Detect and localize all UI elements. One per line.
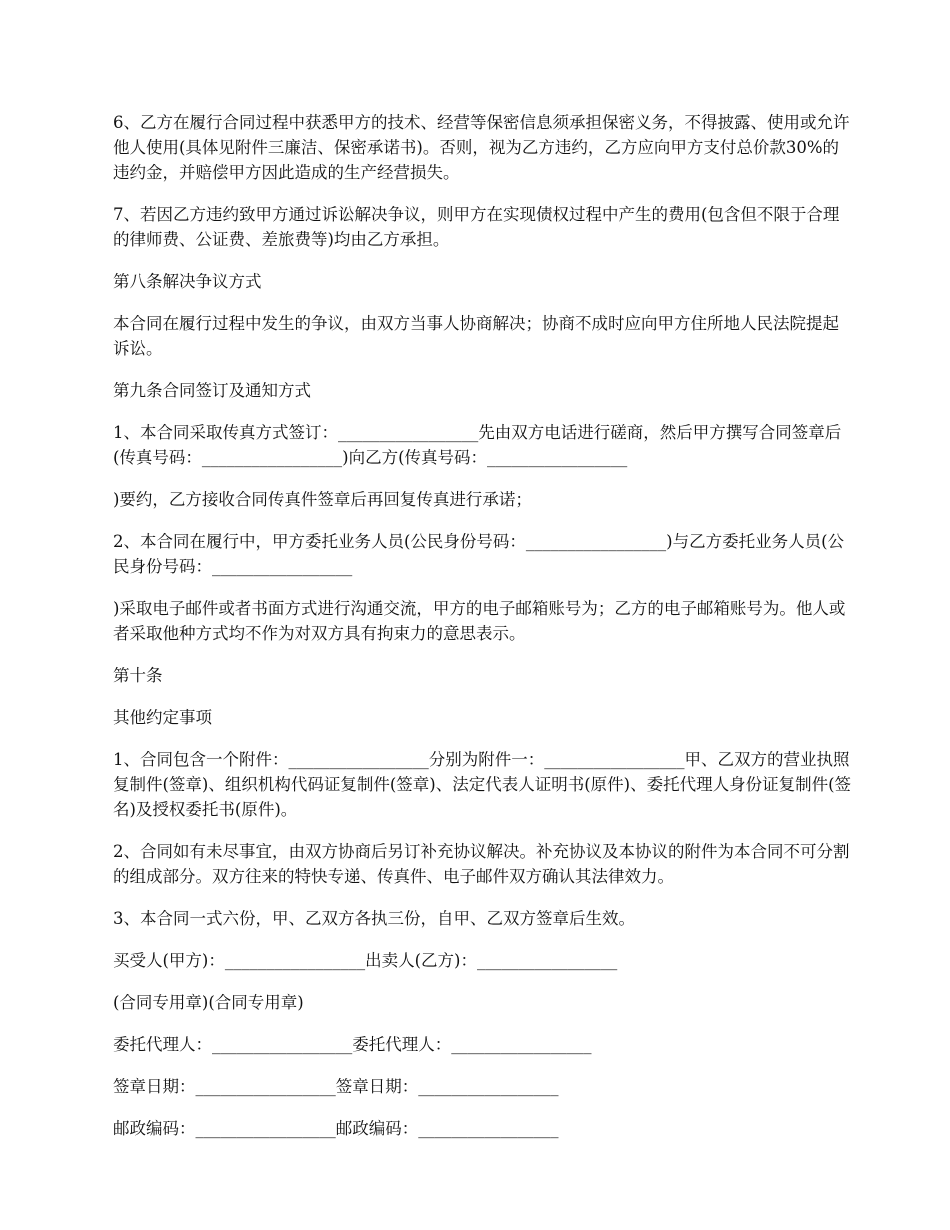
- signature-line-postcodes: 邮政编码：_________________邮政编码：_________________: [113, 1119, 559, 1138]
- signature-line-parties: 买受人(甲方)：_________________出卖人(乙方)：_________________: [113, 951, 618, 970]
- paragraph-fax-offer: )要约，乙方接收合同传真件签章后再回复传真进行承诺；: [113, 490, 532, 509]
- paragraph-confidentiality: 6、乙方在履行合同过程中获悉甲方的技术、经营等保密信息须承担保密义务，不得披露、使用或允许他人使用(具体见附件三廉洁、保密承诺书)。否则，视为乙方违约，乙方应向甲方支付总价款30%的违约金，并赔偿甲方因此造成的生产经营损失。: [113, 113, 850, 182]
- signature-line-seals: (合同专用章)(合同专用章): [113, 993, 304, 1012]
- heading-article-10: 第十条: [113, 666, 163, 685]
- signature-line-agents: 委托代理人：_________________委托代理人：_________________: [113, 1035, 592, 1054]
- signature-line-dates: 签章日期：_________________签章日期：_________________: [113, 1077, 559, 1096]
- heading-other-matters: 其他约定事项: [113, 708, 212, 727]
- paragraph-attachments: 1、合同包含一个附件：_________________分别为附件一：_________________甲、乙双方的营业执照复制件(签章)、组织机构代码证复制件(签章)、法定代表人证明书(原件)、委托代理人身份证复制件(签名)及授权委托书(原件)。: [113, 750, 852, 819]
- paragraph-copies-effectiveness: 3、本合同一式六份，甲、乙双方各执三份，自甲、乙双方签章后生效。: [113, 909, 635, 928]
- heading-article-8: 第八条解决争议方式: [113, 272, 262, 291]
- paragraph-business-personnel: 2、本合同在履行中，甲方委托业务人员(公民身份号码：_________________)与乙方委托业务人员(公民身份号码：_________________: [113, 532, 845, 576]
- paragraph-fax-signing: 1、本合同采取传真方式签订：_________________先由双方电话进行磋商，然后甲方撰写合同签章后(传真号码：_________________)向乙方(传真号码：_________________: [113, 423, 842, 467]
- document-body: [113, 110, 853, 1158]
- heading-article-9: 第九条合同签订及通知方式: [113, 381, 311, 400]
- paragraph-litigation-costs: 7、若因乙方违约致甲方通过诉讼解决争议，则甲方在实现债权过程中产生的费用(包含但不限于合理的律师费、公证费、差旅费等)均由乙方承担。: [113, 205, 840, 249]
- paragraph-dispute-resolution: 本合同在履行过程中发生的争议，由双方当事人协商解决；协商不成时应向甲方住所地人民法院提起诉讼。: [113, 314, 839, 358]
- paragraph-communication-method: )采取电子邮件或者书面方式进行沟通交流，甲方的电子邮箱账号为；乙方的电子邮箱账号为。他人或者采取他种方式均不作为对双方具有拘束力的意思表示。: [113, 599, 846, 643]
- paragraph-supplementary-agreement: 2、合同如有未尽事宜，由双方协商后另订补充协议解决。补充协议及本协议的附件为本合同不可分割的组成部分。双方往来的特快专递、传真件、电子邮件双方确认其法律效力。: [113, 842, 850, 886]
